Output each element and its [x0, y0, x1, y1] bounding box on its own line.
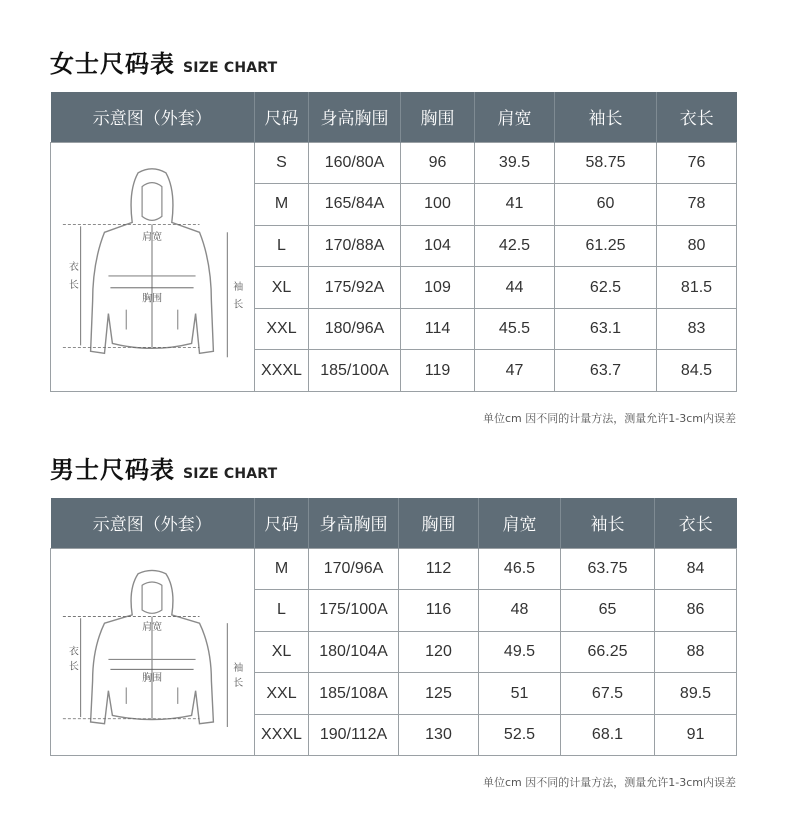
cell-sleeve: 58.75 [555, 142, 657, 184]
cell-shoulder: 48 [479, 590, 561, 632]
cell-sleeve: 62.5 [555, 267, 657, 309]
label-sleeve: 袖 [233, 662, 244, 674]
header-length: 衣长 [655, 498, 737, 548]
cell-shoulder: 49.5 [479, 631, 561, 673]
cell-chest: 96 [401, 142, 475, 184]
cell-size: XXL [255, 673, 309, 715]
label-chest: 胸围 [142, 672, 163, 684]
cell-size: M [255, 184, 309, 226]
cell-length: 86 [655, 590, 737, 632]
cell-length: 88 [655, 631, 737, 673]
header-shoulder: 肩宽 [479, 498, 561, 548]
header-size: 尺码 [255, 498, 309, 548]
men-title-en: SIZE CHART [183, 466, 278, 482]
men-header-row [51, 498, 737, 548]
cell-shoulder: 46.5 [479, 548, 561, 590]
header-height-chest: 身高胸围 [309, 498, 399, 548]
cell-length: 80 [657, 225, 737, 267]
label-length: 衣 [68, 646, 79, 658]
cell-chest: 104 [401, 225, 475, 267]
cell-sleeve: 65 [561, 590, 655, 632]
cell-length: 76 [657, 142, 737, 184]
cell-size: L [255, 225, 309, 267]
cell-size: M [255, 548, 309, 590]
cell-height-chest: 170/88A [309, 225, 401, 267]
header-size: 尺码 [255, 92, 309, 142]
header-chest: 胸围 [401, 92, 475, 142]
cell-chest: 130 [399, 714, 479, 756]
cell-height-chest: 185/108A [309, 673, 399, 715]
cell-size: L [255, 590, 309, 632]
women-title-en: SIZE CHART [183, 60, 278, 76]
cell-sleeve: 63.1 [555, 308, 657, 350]
cell-sleeve: 66.25 [561, 631, 655, 673]
cell-height-chest: 190/112A [309, 714, 399, 756]
men-title-zh: 男士尺码表 [50, 456, 175, 484]
cell-shoulder: 42.5 [475, 225, 555, 267]
cell-size: XL [255, 267, 309, 309]
label-chest: 胸围 [142, 293, 163, 305]
cell-height-chest: 185/100A [309, 350, 401, 392]
women-title-zh: 女士尺码表 [50, 50, 175, 78]
header-length: 衣长 [657, 92, 737, 142]
table-row [51, 548, 737, 590]
cell-height-chest: 180/96A [309, 308, 401, 350]
men-measurement-note: 单位cm 因不同的计量方法，测量允许1-3cm内误差 [483, 776, 736, 789]
header-diagram: 示意图（外套） [51, 498, 255, 548]
cell-size: XXXL [255, 350, 309, 392]
label-shoulder: 肩宽 [142, 231, 163, 243]
cell-length: 91 [655, 714, 737, 756]
table-row [51, 142, 737, 184]
cell-height-chest: 175/100A [309, 590, 399, 632]
cell-chest: 125 [399, 673, 479, 715]
label-length-2: 长 [68, 661, 79, 673]
header-chest: 胸围 [399, 498, 479, 548]
women-header-row [51, 92, 737, 142]
cell-shoulder: 52.5 [479, 714, 561, 756]
cell-height-chest: 175/92A [309, 267, 401, 309]
cell-height-chest: 180/104A [309, 631, 399, 673]
jacket-diagram [51, 143, 253, 391]
cell-shoulder: 51 [479, 673, 561, 715]
cell-height-chest: 165/84A [309, 184, 401, 226]
cell-chest: 119 [401, 350, 475, 392]
cell-chest: 109 [401, 267, 475, 309]
label-sleeve-2: 长 [233, 677, 244, 689]
label-length-2: 长 [68, 279, 79, 291]
cell-sleeve: 67.5 [561, 673, 655, 715]
men-size-table [50, 498, 737, 756]
label-shoulder: 肩宽 [142, 621, 163, 633]
header-height-chest: 身高胸围 [309, 92, 401, 142]
jacket-diagram-cell [51, 548, 255, 756]
men-chart-title [50, 450, 278, 484]
cell-length: 89.5 [655, 673, 737, 715]
cell-shoulder: 45.5 [475, 308, 555, 350]
cell-size: XXXL [255, 714, 309, 756]
cell-sleeve: 68.1 [561, 714, 655, 756]
jacket-diagram-cell [51, 142, 255, 392]
cell-height-chest: 160/80A [309, 142, 401, 184]
header-shoulder: 肩宽 [475, 92, 555, 142]
label-sleeve-2: 长 [233, 299, 244, 311]
cell-shoulder: 44 [475, 267, 555, 309]
cell-length: 84 [655, 548, 737, 590]
women-measurement-note: 单位cm 因不同的计量方法，测量允许1-3cm内误差 [483, 412, 736, 425]
label-sleeve: 袖 [233, 281, 244, 293]
jacket-diagram [51, 549, 253, 755]
cell-chest: 120 [399, 631, 479, 673]
cell-chest: 112 [399, 548, 479, 590]
cell-length: 83 [657, 308, 737, 350]
cell-length: 78 [657, 184, 737, 226]
label-length: 衣 [68, 261, 79, 273]
cell-sleeve: 63.75 [561, 548, 655, 590]
women-chart-title [50, 44, 278, 78]
cell-length: 81.5 [657, 267, 737, 309]
cell-chest: 116 [399, 590, 479, 632]
cell-shoulder: 39.5 [475, 142, 555, 184]
cell-sleeve: 63.7 [555, 350, 657, 392]
women-size-table [50, 92, 737, 392]
cell-shoulder: 41 [475, 184, 555, 226]
cell-size: S [255, 142, 309, 184]
header-diagram: 示意图（外套） [51, 92, 255, 142]
cell-length: 84.5 [657, 350, 737, 392]
cell-shoulder: 47 [475, 350, 555, 392]
cell-size: XXL [255, 308, 309, 350]
cell-sleeve: 61.25 [555, 225, 657, 267]
cell-size: XL [255, 631, 309, 673]
header-sleeve: 袖长 [555, 92, 657, 142]
cell-chest: 114 [401, 308, 475, 350]
cell-sleeve: 60 [555, 184, 657, 226]
cell-chest: 100 [401, 184, 475, 226]
cell-height-chest: 170/96A [309, 548, 399, 590]
header-sleeve: 袖长 [561, 498, 655, 548]
